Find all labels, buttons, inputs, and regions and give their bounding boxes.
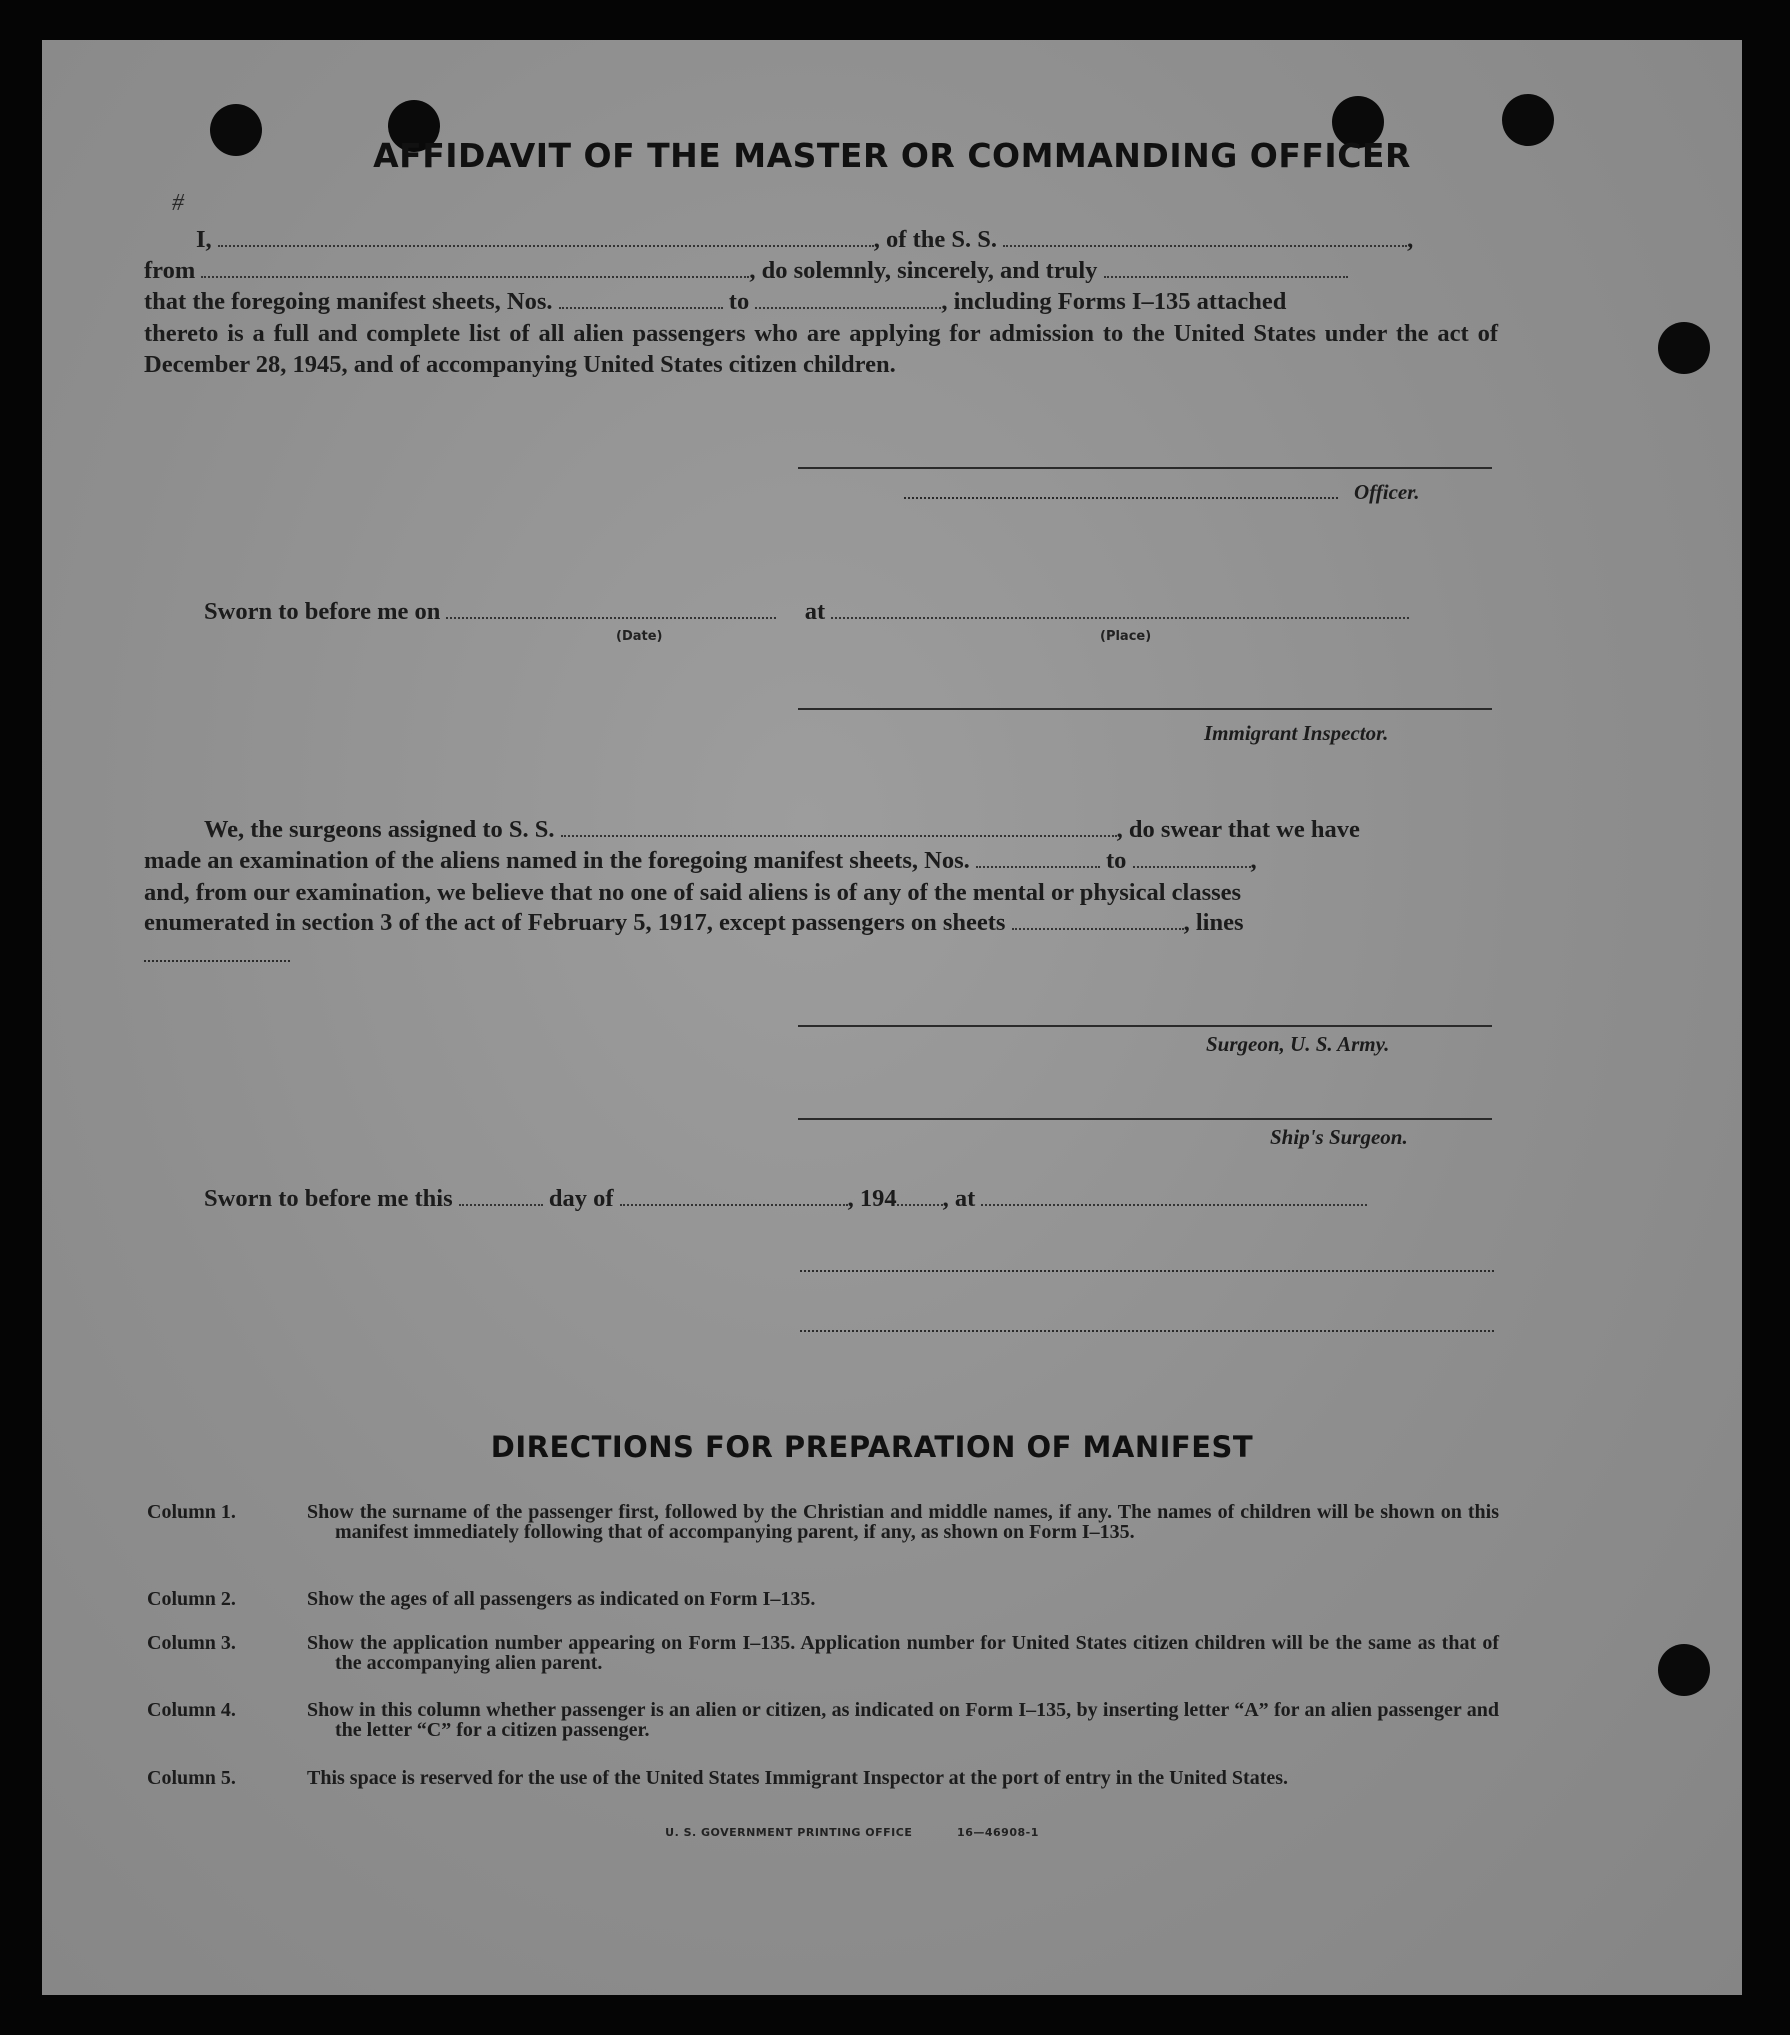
ship-field[interactable] (1003, 227, 1407, 247)
sworn-day-field[interactable] (459, 1186, 543, 1206)
sworn-line-2: Sworn to before me this day of , 194 , at (204, 1185, 1367, 1213)
except-sheets-field[interactable] (1012, 910, 1184, 930)
direction-label: Column 1. (147, 1501, 236, 1523)
date-caption: (Date) (616, 629, 663, 644)
sworn-signature-line-2[interactable] (800, 1330, 1494, 1332)
direction-item (147, 1589, 1499, 1613)
sworn-year-field[interactable] (897, 1186, 943, 1206)
officer-signature-line[interactable] (798, 467, 1492, 469)
place-caption: (Place) (1100, 629, 1152, 644)
directions-title: DIRECTIONS FOR PREPARATION OF MANIFEST (490, 1430, 1254, 1464)
direction-item (147, 1633, 1499, 1673)
form-code: 16—46908-1 (957, 1826, 1039, 1839)
direction-label: Column 4. (147, 1699, 236, 1721)
document-sheet (42, 40, 1742, 1995)
direction-label: Column 5. (147, 1767, 236, 1789)
sheet-to-field[interactable] (755, 289, 941, 309)
sworn-at-field[interactable] (981, 1186, 1367, 1206)
ship-surgeon-signature-line[interactable] (798, 1118, 1492, 1120)
printer-footer (2, 1826, 1702, 1839)
surgeons-line-4: enumerated in section 3 of the act of February 5, 1917, except passengers on sheets , lines (144, 909, 1244, 936)
sworn-place-field[interactable] (831, 599, 1409, 619)
affidavit-line-1: I, , of the S. S. , (196, 226, 1414, 253)
ship-surgeon-label: Ship's Surgeon. (1270, 1125, 1408, 1149)
printer-name: U. S. GOVERNMENT PRINTING OFFICE (665, 1826, 913, 1839)
direction-item (147, 1700, 1499, 1740)
handwritten-mark: # (172, 190, 184, 216)
surgeons-ship-field[interactable] (561, 817, 1117, 837)
sworn-month-field[interactable] (620, 1186, 848, 1206)
sworn-date-field[interactable] (446, 599, 776, 619)
surgeons-sheet-to-field[interactable] (1133, 848, 1251, 868)
affidavit-line-2: from , do solemnly, sincerely, and truly (144, 257, 1348, 285)
punch-hole (1658, 1644, 1710, 1696)
officer-label: Officer. (1354, 480, 1420, 504)
direction-text: This space is reserved for the use of the United States Immigrant Inspector at the port of entry in the United States. (307, 1767, 1289, 1789)
affidavit-body: thereto is a full and complete list of all alien passengers who are applying for admission to the United States under the act of December 28, 1945, and of accompanying United States citizen children. (144, 320, 1498, 378)
sheet-from-field[interactable] (559, 289, 723, 309)
direction-text: Show the application number appearing on Form I–135. Application number for United States citizen children will be the same as that of the accompanying alien parent. (307, 1632, 1499, 1674)
direction-text: Show the ages of all passengers as indicated on Form I–135. (307, 1588, 816, 1610)
surgeons-sheet-from-field[interactable] (976, 848, 1100, 868)
surgeons-line-1: We, the surgeons assigned to S. S. , do swear that we have (204, 816, 1360, 843)
direction-text: Show the surname of the passenger first, followed by the Christian and middle names, if any. The names of children will be shown on this manifest immediately following that of accompanying parent, if any, as shown on Form I–135. (307, 1501, 1499, 1543)
direction-item (147, 1502, 1499, 1562)
officer-title-line[interactable] (904, 497, 1338, 499)
except-lines-field[interactable] (144, 960, 290, 962)
name-field[interactable] (218, 227, 874, 247)
direction-label: Column 3. (147, 1632, 236, 1654)
surgeons-line-3: and, from our examination, we believe that no one of said aliens is of any of the mental or physical classes (144, 879, 1242, 906)
inspector-signature-line[interactable] (798, 708, 1492, 710)
affidavit-title: AFFIDAVIT OF THE MASTER OR COMMANDING OFFICER (373, 136, 1411, 175)
affidavit-line-3: that the foregoing manifest sheets, Nos. to , including Forms I–135 attached (144, 288, 1287, 315)
direction-text: Show in this column whether passenger is an alien or citizen, as indicated on Form I–135, by inserting letter “A” for an alien passenger and the letter “C” for a citizen passenger. (307, 1699, 1499, 1741)
direction-item (147, 1768, 1499, 1808)
army-surgeon-signature-line[interactable] (798, 1025, 1492, 1027)
direction-label: Column 2. (147, 1588, 236, 1610)
from-field[interactable] (201, 258, 749, 278)
sworn-signature-line-1[interactable] (800, 1270, 1494, 1272)
oath-field[interactable] (1104, 258, 1348, 278)
inspector-label: Immigrant Inspector. (1204, 721, 1389, 745)
surgeons-line-2: made an examination of the aliens named in the foregoing manifest sheets, Nos. to , (144, 847, 1257, 874)
sworn-line-1: Sworn to before me on at (204, 598, 1409, 626)
army-surgeon-label: Surgeon, U. S. Army. (1206, 1032, 1390, 1056)
punch-hole (1658, 322, 1710, 374)
